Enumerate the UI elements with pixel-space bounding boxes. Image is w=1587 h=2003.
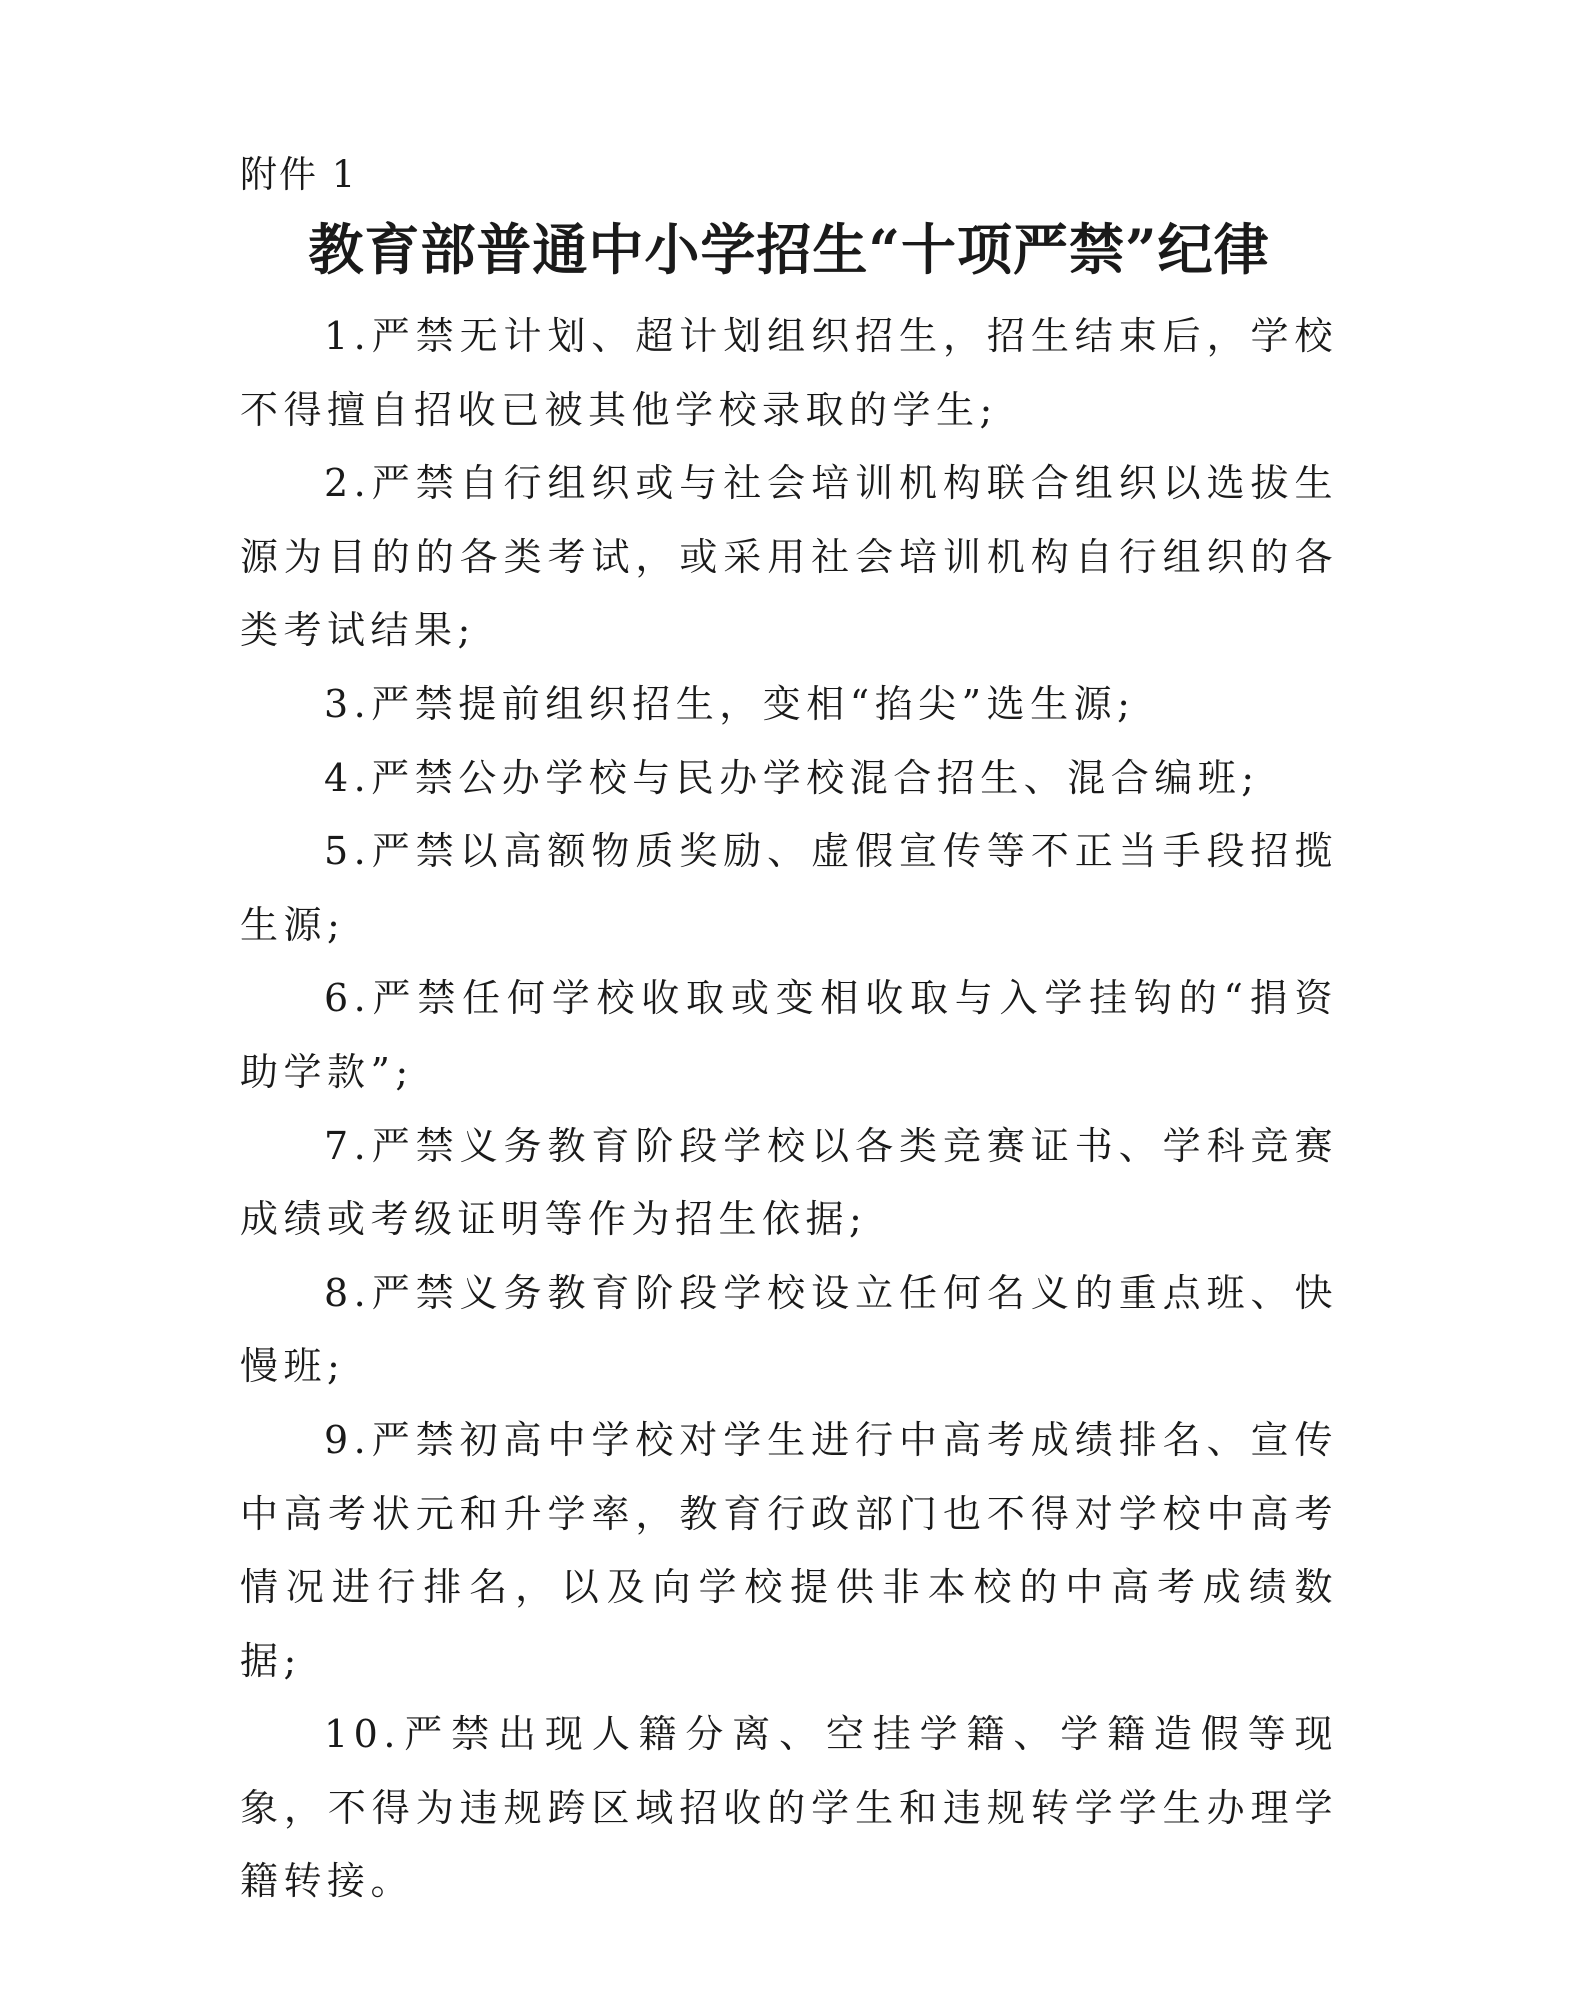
rule-item-9: 9.严禁初高中学校对学生进行中高考成绩排名、宣传中高考状元和升学率，教育行政部门也不得对学校中高考情况进行排名，以及向学校提供非本校的中高考成绩数据; — [240, 1417, 1338, 1683]
rule-item-4: 4.严禁公办学校与民办学校混合招生、混合编班; — [324, 755, 1260, 800]
rule-item-2: 2.严禁自行组织或与社会培训机构联合组织以选拔生源为目的的各类考试，或采用社会培训机构自行组织的各类考试结果; — [240, 461, 1338, 653]
rule-item-5: 5.严禁以高额物质奖励、虚假宣传等不正当手段招揽生源; — [240, 829, 1338, 947]
document-title: 教育部普通中小学招生“十项严禁”纪律 — [308, 217, 1270, 282]
rule-item-10: 10.严禁出现人籍分离、空挂学籍、学籍造假等现象，不得为违规跨区域招收的学生和违规转学学生办理学籍转接。 — [240, 1712, 1338, 1904]
rule-item-8: 8.严禁义务教育阶段学校设立任何名义的重点班、快慢班; — [240, 1270, 1338, 1389]
rule-item-6: 6.严禁任何学校收取或变相收取与入学挂钩的“捐资助学款”; — [240, 976, 1338, 1094]
attachment-label: 附件 1 — [240, 153, 358, 196]
rule-item-1: 1.严禁无计划、超计划组织招生，招生结束后，学校不得擅自招收已被其他学校录取的学生; — [240, 314, 1338, 432]
rule-item-3: 3.严禁提前组织招生，变相“掐尖”选生源; — [324, 681, 1136, 726]
rules-list — [240, 300, 1338, 1919]
rule-item-7: 7.严禁义务教育阶段学校以各类竞赛证书、学科竞赛成绩或考级证明等作为招生依据; — [240, 1123, 1338, 1242]
